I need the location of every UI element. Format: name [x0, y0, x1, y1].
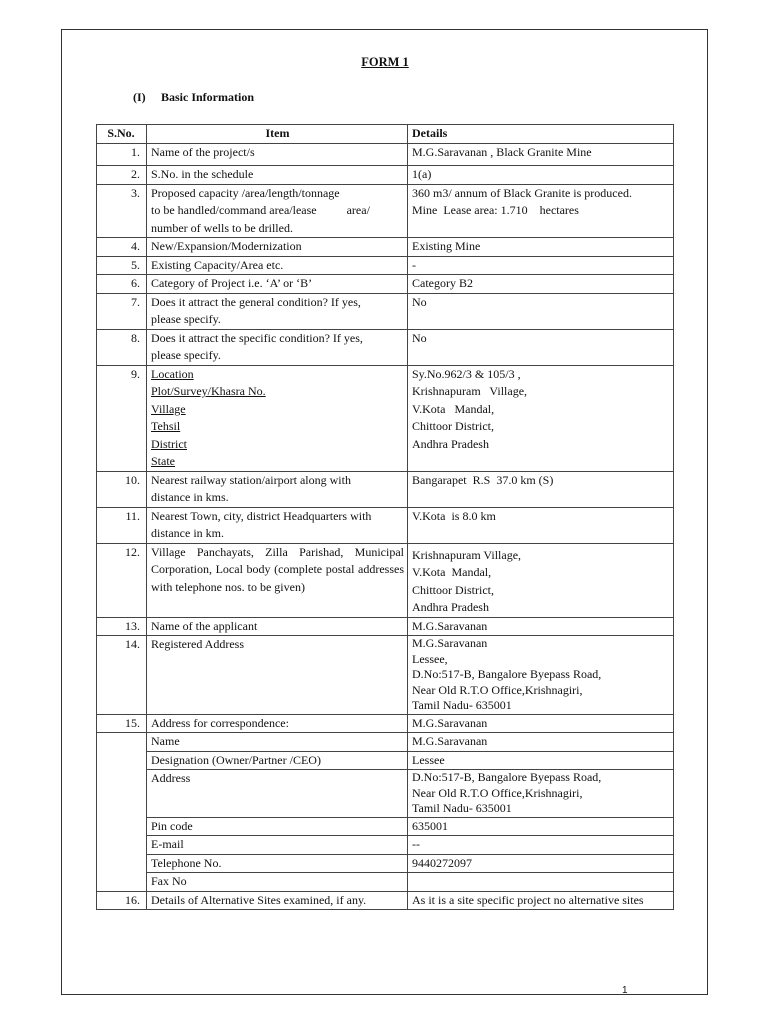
row-item — [147, 617, 408, 636]
row-item — [147, 714, 408, 733]
row-number-blank — [97, 733, 147, 892]
item-line: Village — [151, 401, 186, 416]
row-number: 8. — [97, 329, 147, 365]
details-line: Chittoor District, — [412, 419, 494, 433]
item-line: Details of Alternative Sites examined, if any. — [151, 892, 367, 907]
details-line: Lessee — [412, 752, 445, 767]
row-details — [408, 891, 674, 910]
row-item — [147, 507, 408, 543]
details-line: 635001 — [412, 818, 448, 833]
row-number: 7. — [97, 293, 147, 329]
row-number: 12. — [97, 543, 147, 617]
item-line: New/Expansion/Modernization — [151, 239, 302, 253]
item-line: Tehsil — [151, 419, 181, 433]
item-line: please specify. — [151, 312, 221, 326]
table-header-row — [97, 125, 674, 144]
table-row — [97, 873, 674, 892]
row-item — [147, 873, 408, 892]
details-line: Lessee, — [412, 651, 448, 666]
details-line: Existing Mine — [412, 239, 481, 253]
row-details — [408, 617, 674, 636]
details-line: 1(a) — [412, 167, 432, 181]
item-line: distance in kms. — [151, 490, 229, 504]
row-details — [408, 166, 674, 185]
row-details — [408, 873, 674, 892]
page-number: 1 — [622, 985, 628, 996]
item-line: distance in km. — [151, 526, 224, 540]
details-line: Andhra Pradesh — [412, 600, 489, 614]
row-details — [408, 770, 674, 818]
details-line: Category B2 — [412, 276, 473, 290]
row-number: 5. — [97, 256, 147, 275]
details-line: Near Old R.T.O Office,Krishnagiri, — [412, 785, 583, 800]
item-line: Nearest Town, city, district Headquarters with — [151, 508, 372, 523]
row-number: 3. — [97, 184, 147, 238]
details-line: No — [412, 294, 427, 309]
row-item — [147, 329, 408, 365]
row-number: 11. — [97, 507, 147, 543]
table-row — [97, 733, 674, 752]
basic-information-table — [96, 124, 674, 910]
details-line: V.Kota Mandal, — [412, 401, 495, 416]
row-item — [147, 543, 408, 617]
row-number: 2. — [97, 166, 147, 185]
details-line: Krishnapuram Village, — [412, 547, 522, 562]
details-line: Mine Lease area: 1.710 hectares — [412, 203, 579, 217]
row-details — [408, 507, 674, 543]
details-line: Bangarapet R.S 37.0 km (S) — [412, 472, 554, 487]
row-details — [408, 751, 674, 770]
table-row — [97, 256, 674, 275]
item-line: please specify. — [151, 348, 221, 362]
row-details — [408, 471, 674, 507]
row-details — [408, 293, 674, 329]
details-line: Tamil Nadu- 635001 — [412, 801, 512, 815]
details-line: V.Kota is 8.0 km — [412, 508, 496, 523]
row-item — [147, 817, 408, 836]
item-line: Address — [151, 771, 191, 785]
item-line: Proposed capacity /area/length/tonnage — [151, 185, 340, 200]
row-item — [147, 636, 408, 715]
item-line: Registered Address — [151, 637, 244, 651]
row-item — [147, 184, 408, 238]
item-line: Designation (Owner/Partner /CEO) — [151, 752, 321, 767]
row-item — [147, 836, 408, 855]
details-line: M.G.Saravanan — [412, 618, 488, 633]
details-line: M.G.Saravanan — [412, 734, 488, 748]
table-row — [97, 770, 674, 818]
details-line: Krishnapuram Village, — [412, 384, 528, 398]
row-item — [147, 770, 408, 818]
item-line: Name of the project/s — [151, 144, 255, 159]
header-details: Details — [408, 125, 674, 144]
row-item — [147, 751, 408, 770]
row-details — [408, 714, 674, 733]
header-item: Item — [147, 125, 408, 144]
section-number: (I) — [133, 90, 146, 104]
row-details — [408, 543, 674, 617]
item-line: Name — [151, 734, 180, 748]
item-line: Pin code — [151, 818, 193, 833]
table-row — [97, 143, 674, 166]
table-row — [97, 891, 674, 910]
table-row — [97, 617, 674, 636]
table-row — [97, 836, 674, 855]
header-sno: S.No. — [97, 125, 147, 144]
row-number: 4. — [97, 238, 147, 257]
item-line: Address for correspondence: — [151, 715, 289, 730]
table-row — [97, 854, 674, 873]
row-item — [147, 733, 408, 752]
row-item — [147, 471, 408, 507]
row-details — [408, 733, 674, 752]
section-heading — [133, 90, 254, 105]
details-line: Chittoor District, — [412, 582, 494, 597]
row-details — [408, 365, 674, 471]
row-item — [147, 256, 408, 275]
details-line: - — [412, 257, 416, 272]
row-item — [147, 166, 408, 185]
table-row — [97, 238, 674, 257]
details-line: Sy.No.962/3 & 105/3 , — [412, 366, 521, 381]
row-number: 13. — [97, 617, 147, 636]
details-line: D.No:517-B, Bangalore Byepass Road, — [412, 667, 602, 681]
table-row — [97, 329, 674, 365]
details-line: -- — [412, 837, 420, 851]
details-line: M.G.Saravanan — [412, 636, 488, 650]
item-line: State — [151, 454, 175, 468]
table-row — [97, 543, 674, 617]
row-details — [408, 256, 674, 275]
table-row — [97, 293, 674, 329]
table-row — [97, 471, 674, 507]
item-line: to be handled/command area/lease area/ — [151, 203, 370, 217]
details-line: 360 m3/ annum of Black Granite is produced. — [412, 185, 632, 200]
row-details — [408, 636, 674, 715]
details-line: As it is a site specific project no alternative sites — [412, 892, 644, 907]
details-line: D.No:517-B, Bangalore Byepass Road, — [412, 770, 602, 784]
item-line: S.No. in the schedule — [151, 167, 254, 181]
row-number: 6. — [97, 275, 147, 294]
row-details — [408, 854, 674, 873]
row-details — [408, 817, 674, 836]
details-line: M.G.Saravanan — [412, 715, 488, 730]
table-row — [97, 166, 674, 185]
item-line: Plot/Survey/Khasra No. — [151, 384, 266, 398]
table-row — [97, 751, 674, 770]
item-line: E-mail — [151, 837, 184, 851]
item-line: Does it attract the specific condition? If yes, — [151, 330, 363, 345]
table-row — [97, 184, 674, 238]
row-item — [147, 238, 408, 257]
form-title: FORM 1 — [361, 55, 409, 69]
row-item — [147, 275, 408, 294]
row-details — [408, 836, 674, 855]
row-details — [408, 143, 674, 166]
row-details — [408, 329, 674, 365]
table-row — [97, 507, 674, 543]
item-line: Category of Project i.e. ‘A’ or ‘B’ — [151, 276, 313, 290]
table-row — [97, 275, 674, 294]
row-item — [147, 143, 408, 166]
row-item — [147, 293, 408, 329]
table-row — [97, 817, 674, 836]
details-line: M.G.Saravanan , Black Granite Mine — [412, 144, 592, 159]
row-details — [408, 238, 674, 257]
details-line: V.Kota Mandal, — [412, 565, 492, 579]
item-line: Fax No — [151, 874, 187, 888]
details-line: Andhra Pradesh — [412, 436, 489, 451]
row-item — [147, 891, 408, 910]
table-row — [97, 365, 674, 471]
table-row — [97, 636, 674, 715]
details-line: No — [412, 330, 427, 345]
item-line: Telephone No. — [151, 855, 222, 870]
row-details — [408, 275, 674, 294]
row-number: 10. — [97, 471, 147, 507]
item-text: Village Panchayats, Zilla Parishad, Municipal Corporation, Local body (complete postal addresses with telephone nos. to be given) — [151, 544, 404, 594]
item-line: District — [151, 436, 187, 451]
item-line: number of wells to be drilled. — [151, 220, 293, 235]
row-item — [147, 365, 408, 471]
section-title: Basic Information — [161, 90, 254, 104]
item-line: Name of the applicant — [151, 618, 258, 633]
item-line: Location — [151, 366, 194, 381]
details-line — [412, 873, 670, 891]
item-line: Nearest railway station/airport along with — [151, 472, 351, 487]
table-row — [97, 714, 674, 733]
row-number: 16. — [97, 891, 147, 910]
details-line: Tamil Nadu- 635001 — [412, 698, 512, 712]
row-number: 1. — [97, 143, 147, 166]
row-details — [408, 184, 674, 238]
row-number: 15. — [97, 714, 147, 733]
item-line: Does it attract the general condition? If yes, — [151, 294, 361, 309]
row-number: 9. — [97, 365, 147, 471]
details-line: Near Old R.T.O Office,Krishnagiri, — [412, 682, 583, 697]
details-line: 9440272097 — [412, 855, 472, 870]
row-number: 14. — [97, 636, 147, 715]
row-item — [147, 854, 408, 873]
item-line: Existing Capacity/Area etc. — [151, 257, 284, 272]
